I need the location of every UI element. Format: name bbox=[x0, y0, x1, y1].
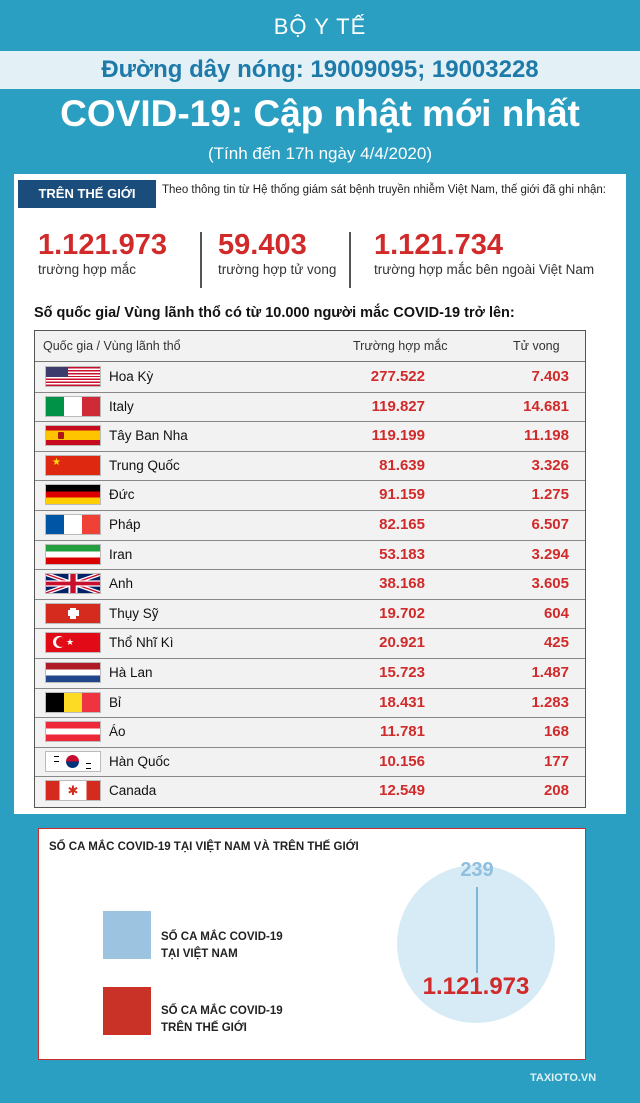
deaths-value: 168 bbox=[543, 723, 569, 741]
cases-value: 18.431 bbox=[379, 693, 425, 711]
vietnam-cases-value: 239 bbox=[460, 859, 494, 881]
page-title: COVID-19: Cập nhật mới nhất bbox=[60, 93, 580, 134]
legend-line: TẠI VIỆT NAM bbox=[161, 948, 238, 960]
table-row bbox=[35, 717, 585, 748]
deaths-value: 3.294 bbox=[531, 545, 569, 563]
table-row bbox=[35, 776, 585, 806]
country-name: Đức bbox=[109, 487, 135, 503]
stat-cases-outside-vietnam bbox=[374, 228, 594, 277]
iran-flag-icon bbox=[46, 545, 100, 564]
cases-value: 11.781 bbox=[379, 723, 425, 741]
vietnam-legend-swatch bbox=[103, 911, 151, 959]
korea-flag-icon bbox=[46, 752, 100, 771]
germany-flag-icon bbox=[46, 485, 100, 504]
country-name: Canada bbox=[109, 783, 157, 799]
belgium-flag-icon bbox=[46, 693, 100, 712]
world-intro: Theo thông tin từ Hệ thống giám sát bệnh truyền nhiễm Việt Nam, thế giới đã ghi nhận: bbox=[162, 184, 606, 196]
switzerland-flag-icon bbox=[46, 604, 100, 623]
turkey-flag-icon: ★ bbox=[46, 633, 100, 652]
deaths-value: 208 bbox=[543, 782, 569, 800]
country-name: Hà Lan bbox=[109, 665, 153, 680]
country-name: Tây Ban Nha bbox=[109, 428, 188, 444]
table-row bbox=[35, 510, 585, 541]
world-legend-label bbox=[161, 1003, 321, 1037]
spain-flag-icon bbox=[46, 426, 100, 445]
deaths-value: 1.275 bbox=[531, 486, 569, 504]
legend-line: TRÊN THẾ GIỚI bbox=[161, 1022, 247, 1034]
deaths-value: 3.326 bbox=[531, 456, 569, 474]
france-flag-icon bbox=[46, 515, 100, 534]
stat-label: trường hợp tử vong bbox=[218, 262, 337, 277]
stat-total-cases bbox=[38, 228, 167, 277]
deaths-value: 1.283 bbox=[531, 693, 569, 711]
cases-value: 12.549 bbox=[379, 782, 425, 800]
deaths-value: 1.487 bbox=[531, 664, 569, 681]
table-header bbox=[35, 331, 585, 362]
country-table bbox=[34, 330, 586, 808]
table-row bbox=[35, 540, 585, 571]
country-name: Hoa Kỳ bbox=[109, 369, 154, 384]
austria-flag-icon bbox=[46, 722, 100, 741]
stat-label: trường hợp mắc bên ngoài Việt Nam bbox=[374, 262, 595, 277]
country-name: Hàn Quốc bbox=[109, 753, 170, 769]
cases-value: 19.702 bbox=[379, 604, 425, 622]
stat-label: trường hợp mắc bbox=[38, 262, 137, 277]
cases-value: 20.921 bbox=[379, 634, 425, 652]
cases-value: 277.522 bbox=[370, 368, 425, 385]
cases-value: 91.159 bbox=[379, 486, 425, 504]
legend-line: SỐ CA MẮC COVID-19 bbox=[161, 931, 283, 943]
italy-flag-icon bbox=[46, 397, 100, 416]
table-row bbox=[35, 480, 585, 511]
country-name: Trung Quốc bbox=[109, 457, 180, 473]
cases-value: 119.827 bbox=[371, 397, 425, 415]
cases-value: 81.639 bbox=[379, 456, 425, 474]
deaths-value: 604 bbox=[543, 604, 569, 622]
table-row bbox=[35, 658, 585, 689]
table-row bbox=[35, 628, 585, 659]
uk-flag-icon bbox=[46, 574, 100, 593]
stat-deaths bbox=[218, 228, 336, 277]
cases-value: 38.168 bbox=[379, 575, 425, 593]
country-name: Pháp bbox=[109, 517, 141, 532]
header-deaths: Tử vong bbox=[513, 339, 560, 353]
stat-value: 1.121.973 bbox=[38, 229, 168, 261]
country-name: Thổ Nhĩ Kì bbox=[109, 635, 174, 651]
deaths-value: 7.403 bbox=[531, 368, 569, 385]
table-row bbox=[35, 392, 585, 423]
page-subtitle: (Tính đến 17h ngày 4/4/2020) bbox=[208, 144, 432, 163]
deaths-value: 177 bbox=[543, 752, 569, 770]
country-name: Italy bbox=[109, 398, 134, 414]
cases-value: 15.723 bbox=[379, 664, 425, 681]
world-tag: TRÊN THẾ GIỚI bbox=[18, 180, 156, 208]
stat-divider bbox=[349, 232, 351, 288]
stat-value: 1.121.734 bbox=[374, 229, 504, 261]
country-name: Thụy Sỹ bbox=[109, 605, 159, 621]
world-cases-value: 1.121.973 bbox=[422, 973, 530, 1000]
country-name: Iran bbox=[109, 546, 133, 562]
comparison-title: SỐ CA MẮC COVID-19 TẠI VIỆT NAM VÀ TRÊN THẾ GIỚI bbox=[49, 841, 359, 853]
usa-flag-icon bbox=[46, 367, 100, 386]
cases-value: 10.156 bbox=[379, 752, 425, 770]
country-name: Áo bbox=[109, 724, 126, 740]
deaths-value: 425 bbox=[543, 634, 569, 652]
stat-divider bbox=[200, 232, 202, 288]
cases-value: 53.183 bbox=[379, 545, 425, 563]
table-section-title: Số quốc gia/ Vùng lãnh thổ có từ 10.000 người mắc COVID-19 trở lên: bbox=[34, 305, 515, 321]
table-row bbox=[35, 688, 585, 719]
table-row bbox=[35, 362, 585, 393]
canada-flag-icon: ✱ bbox=[46, 781, 100, 800]
deaths-value: 6.507 bbox=[531, 516, 569, 533]
cases-value: 82.165 bbox=[379, 516, 425, 533]
table-row bbox=[35, 569, 585, 600]
header-country: Quốc gia / Vùng lãnh thổ bbox=[43, 339, 181, 353]
table-row bbox=[35, 451, 585, 482]
hotline-text: Đường dây nóng: 19009095; 19003228 bbox=[101, 56, 539, 83]
deaths-value: 11.198 bbox=[523, 427, 569, 445]
country-name: Anh bbox=[109, 576, 134, 592]
vietnam-pointer-line bbox=[476, 887, 478, 973]
vietnam-legend-label bbox=[161, 929, 321, 963]
china-flag-icon: ★ bbox=[46, 456, 100, 475]
world-legend-swatch bbox=[103, 987, 151, 1035]
deaths-value: 3.605 bbox=[531, 575, 569, 593]
legend-line: SỐ CA MẮC COVID-19 bbox=[161, 1005, 283, 1017]
comparison-box bbox=[38, 828, 586, 1060]
header-cases: Trường hợp mắc bbox=[353, 339, 448, 353]
watermark: TAXIOTO.VN bbox=[530, 1072, 597, 1084]
deaths-value: 14.681 bbox=[523, 397, 569, 415]
ministry-label: BỘ Y TẾ bbox=[273, 14, 367, 39]
table-row bbox=[35, 599, 585, 630]
netherlands-flag-icon bbox=[46, 663, 100, 682]
country-name: Bỉ bbox=[109, 694, 122, 710]
cases-value: 119.199 bbox=[371, 427, 425, 445]
table-row bbox=[35, 421, 585, 452]
stat-value: 59.403 bbox=[218, 229, 307, 261]
table-row bbox=[35, 747, 585, 778]
